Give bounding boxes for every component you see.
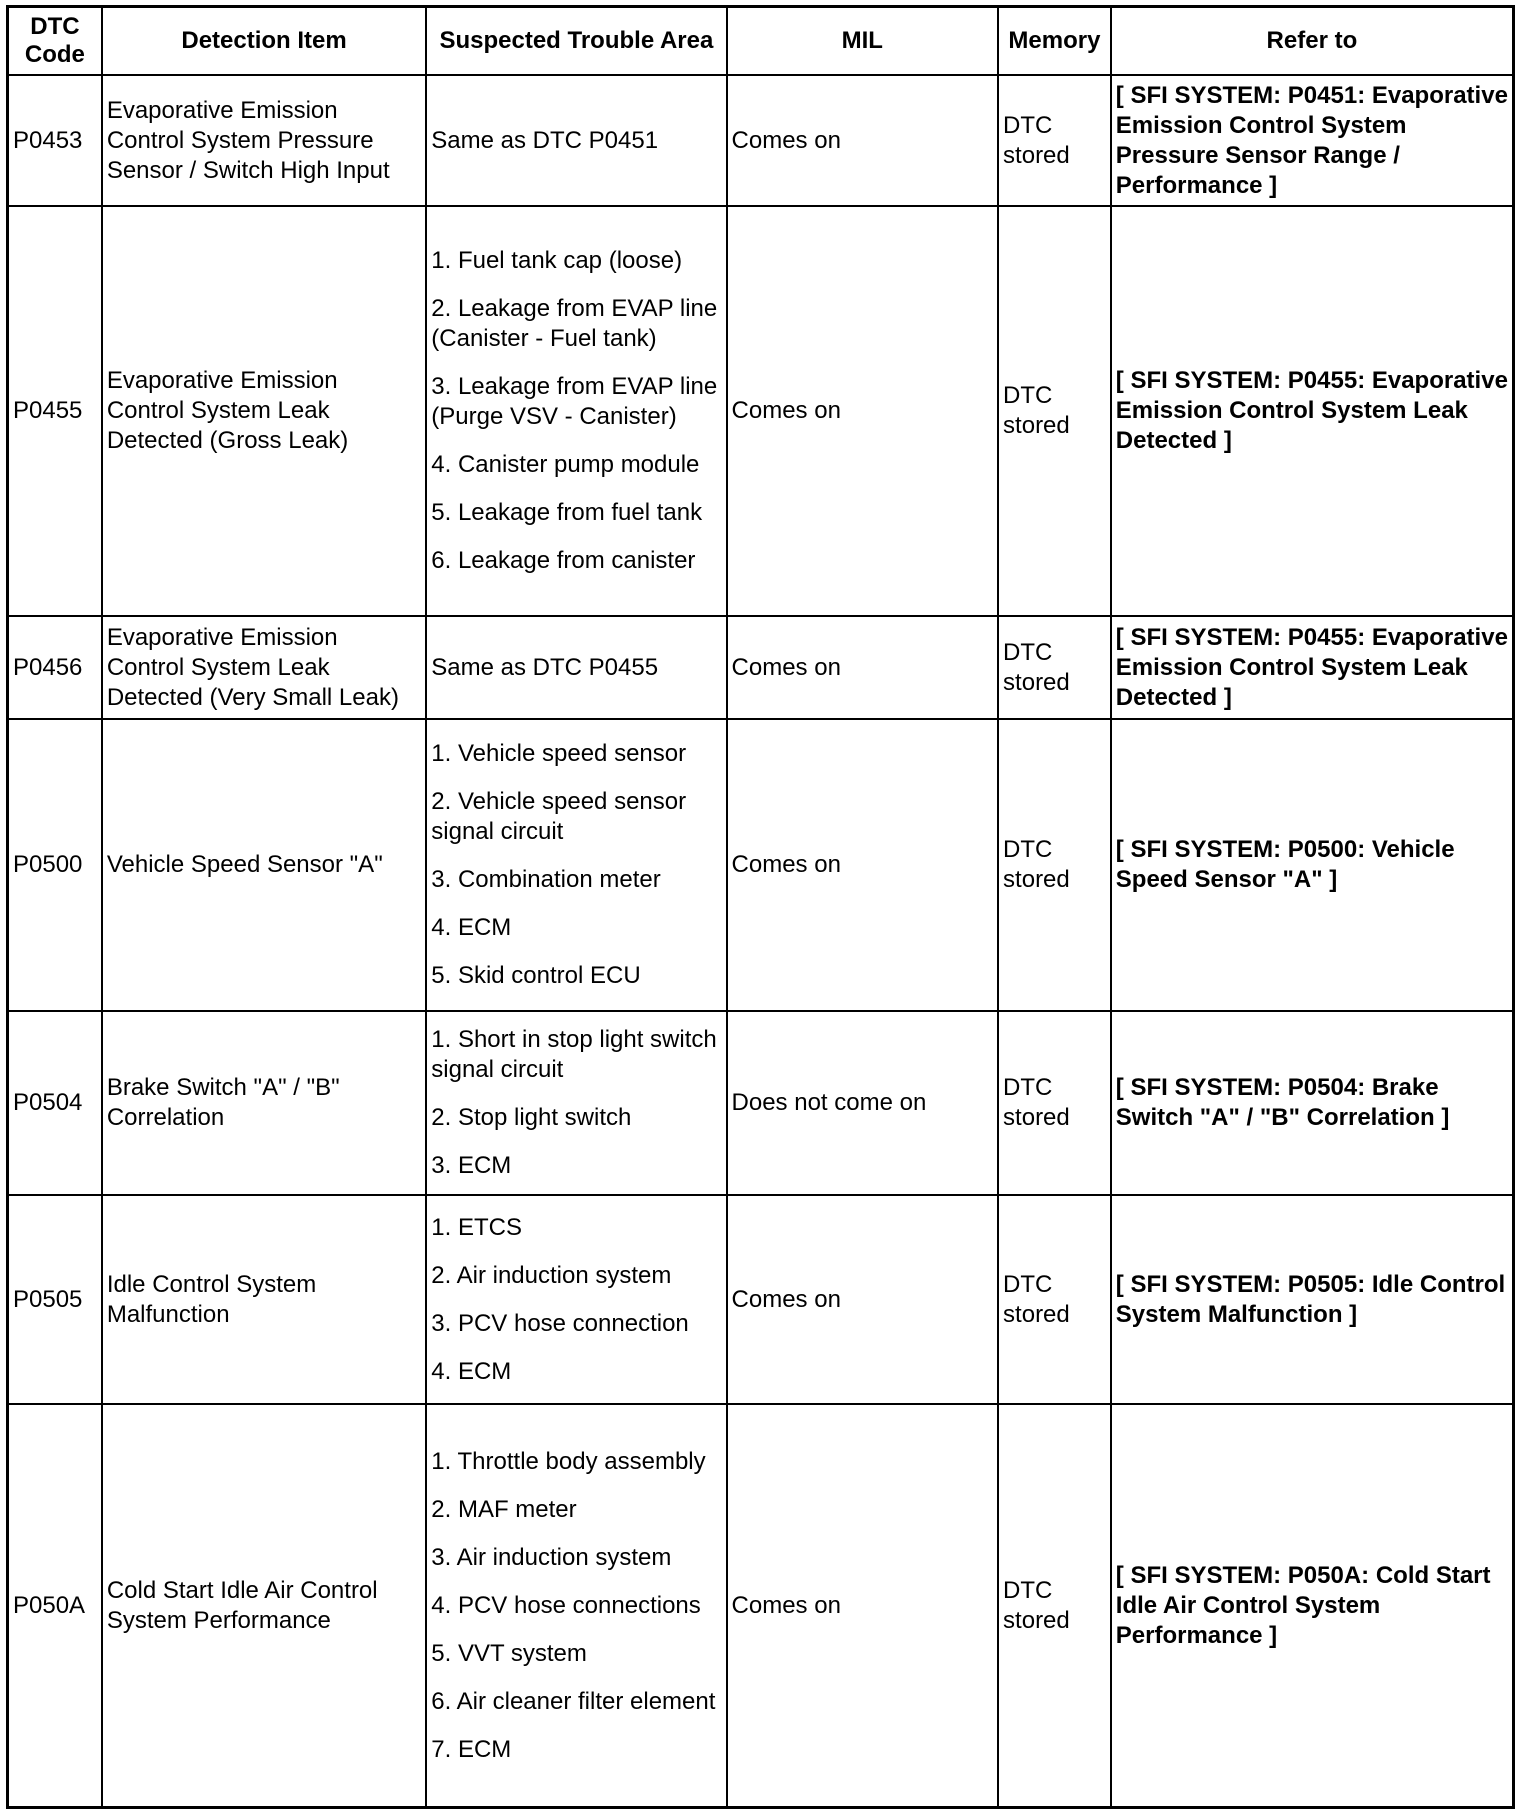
memory-cell: DTC stored [998, 616, 1111, 719]
table-header-row [8, 7, 1514, 76]
trouble-area-item: 6. Leakage from canister [431, 547, 696, 575]
trouble-area-item: 3. ECM [431, 1152, 512, 1180]
trouble-area-item: 4. ECM [431, 914, 512, 942]
table-row [8, 719, 1514, 1011]
dtc-code-cell: P050A [8, 1404, 102, 1807]
trouble-area-item: 3. PCV hose connection [431, 1309, 689, 1337]
memory-cell: DTC stored [998, 1011, 1111, 1195]
memory-cell: DTC stored [998, 1404, 1111, 1807]
refer-to-cell: [ SFI SYSTEM: P0451: Evaporative Emission Control System Pressure Sensor Range / Performance ] [1111, 75, 1514, 206]
dtc-code-cell: P0505 [8, 1195, 102, 1404]
trouble-area-item: 1. Fuel tank cap (loose) [431, 247, 683, 275]
suspected-trouble-area-cell [426, 1011, 726, 1195]
trouble-area-item: 3. Leakage from EVAP line (Purge VSV - Canister) [431, 373, 718, 431]
detection-item-cell: Vehicle Speed Sensor "A" [102, 719, 426, 1011]
mil-cell: Does not come on [727, 1011, 999, 1195]
trouble-area-item: 7. ECM [431, 1735, 512, 1763]
suspected-trouble-area-cell [426, 1195, 726, 1404]
trouble-area-list [431, 1019, 721, 1187]
header-memory: Memory [998, 7, 1111, 76]
detection-item-cell: Idle Control System Malfunction [102, 1195, 426, 1404]
trouble-area-item: 2. Stop light switch [431, 1104, 632, 1132]
trouble-area-item: Same as DTC P0455 [431, 653, 659, 681]
mil-cell: Comes on [727, 206, 999, 616]
refer-to-cell: [ SFI SYSTEM: P0504: Brake Switch "A" / "B" Correlation ] [1111, 1011, 1514, 1195]
trouble-area-item: 5. Leakage from fuel tank [431, 499, 703, 527]
refer-to-cell: [ SFI SYSTEM: P0500: Vehicle Speed Sensor "A" ] [1111, 719, 1514, 1011]
suspected-trouble-area-cell [426, 616, 726, 719]
table-row [8, 616, 1514, 719]
header-mil: MIL [727, 7, 999, 76]
dtc-code-cell: P0504 [8, 1011, 102, 1195]
mil-cell: Comes on [727, 1195, 999, 1404]
header-dtc-code: DTC Code [8, 7, 102, 76]
detection-item-cell: Evaporative Emission Control System Pressure Sensor / Switch High Input [102, 75, 426, 206]
header-suspected-trouble-area: Suspected Trouble Area [426, 7, 726, 76]
trouble-area-item: 1. ETCS [431, 1213, 522, 1241]
trouble-area-item: 6. Air cleaner filter element [431, 1687, 716, 1715]
memory-cell: DTC stored [998, 719, 1111, 1011]
suspected-trouble-area-cell [426, 206, 726, 616]
trouble-area-item: 5. VVT system [431, 1639, 587, 1667]
trouble-area-item: 3. Air induction system [431, 1543, 672, 1571]
header-detection-item: Detection Item [102, 7, 426, 76]
trouble-area-item: Same as DTC P0451 [431, 126, 659, 154]
detection-item-cell: Cold Start Idle Air Control System Performance [102, 1404, 426, 1807]
table-row [8, 75, 1514, 206]
suspected-trouble-area-cell [426, 75, 726, 206]
trouble-area-item: 4. PCV hose connections [431, 1591, 701, 1619]
dtc-table [6, 5, 1515, 1809]
detection-item-cell: Evaporative Emission Control System Leak Detected (Gross Leak) [102, 206, 426, 616]
trouble-area-item: 4. ECM [431, 1357, 512, 1385]
suspected-trouble-area-cell [426, 1404, 726, 1807]
table-row [8, 1404, 1514, 1807]
trouble-area-list [431, 240, 721, 582]
dtc-code-cell: P0456 [8, 616, 102, 719]
table-row [8, 1195, 1514, 1404]
trouble-area-item: 2. Air induction system [431, 1261, 672, 1289]
trouble-area-item: 5. Skid control ECU [431, 962, 641, 990]
detection-item-cell: Brake Switch "A" / "B" Correlation [102, 1011, 426, 1195]
mil-cell: Comes on [727, 75, 999, 206]
trouble-area-item: 1. Vehicle speed sensor [431, 740, 687, 768]
trouble-area-list [431, 647, 721, 689]
memory-cell: DTC stored [998, 75, 1111, 206]
detection-item-cell: Evaporative Emission Control System Leak Detected (Very Small Leak) [102, 616, 426, 719]
trouble-area-item: 2. MAF meter [431, 1495, 577, 1523]
table-row [8, 1011, 1514, 1195]
trouble-area-item: 2. Vehicle speed sensor signal circuit [431, 788, 687, 846]
dtc-code-cell: P0453 [8, 75, 102, 206]
trouble-area-list [431, 120, 721, 162]
header-refer-to: Refer to [1111, 7, 1514, 76]
trouble-area-item: 1. Short in stop light switch signal circuit [431, 1026, 717, 1084]
memory-cell: DTC stored [998, 206, 1111, 616]
trouble-area-list [431, 1441, 721, 1771]
suspected-trouble-area-cell [426, 719, 726, 1011]
trouble-area-item: 1. Throttle body assembly [431, 1447, 706, 1475]
mil-cell: Comes on [727, 616, 999, 719]
memory-cell: DTC stored [998, 1195, 1111, 1404]
trouble-area-item: 2. Leakage from EVAP line (Canister - Fuel tank) [431, 295, 718, 353]
mil-cell: Comes on [727, 719, 999, 1011]
trouble-area-item: 4. Canister pump module [431, 451, 700, 479]
refer-to-cell: [ SFI SYSTEM: P050A: Cold Start Idle Air Control System Performance ] [1111, 1404, 1514, 1807]
refer-to-cell: [ SFI SYSTEM: P0455: Evaporative Emission Control System Leak Detected ] [1111, 206, 1514, 616]
table-body [8, 75, 1514, 1808]
trouble-area-list [431, 733, 721, 997]
dtc-code-cell: P0455 [8, 206, 102, 616]
mil-cell: Comes on [727, 1404, 999, 1807]
table-row [8, 206, 1514, 616]
refer-to-cell: [ SFI SYSTEM: P0455: Evaporative Emission Control System Leak Detected ] [1111, 616, 1514, 719]
trouble-area-item: 3. Combination meter [431, 866, 661, 894]
dtc-code-cell: P0500 [8, 719, 102, 1011]
trouble-area-list [431, 1207, 721, 1393]
refer-to-cell: [ SFI SYSTEM: P0505: Idle Control System Malfunction ] [1111, 1195, 1514, 1404]
